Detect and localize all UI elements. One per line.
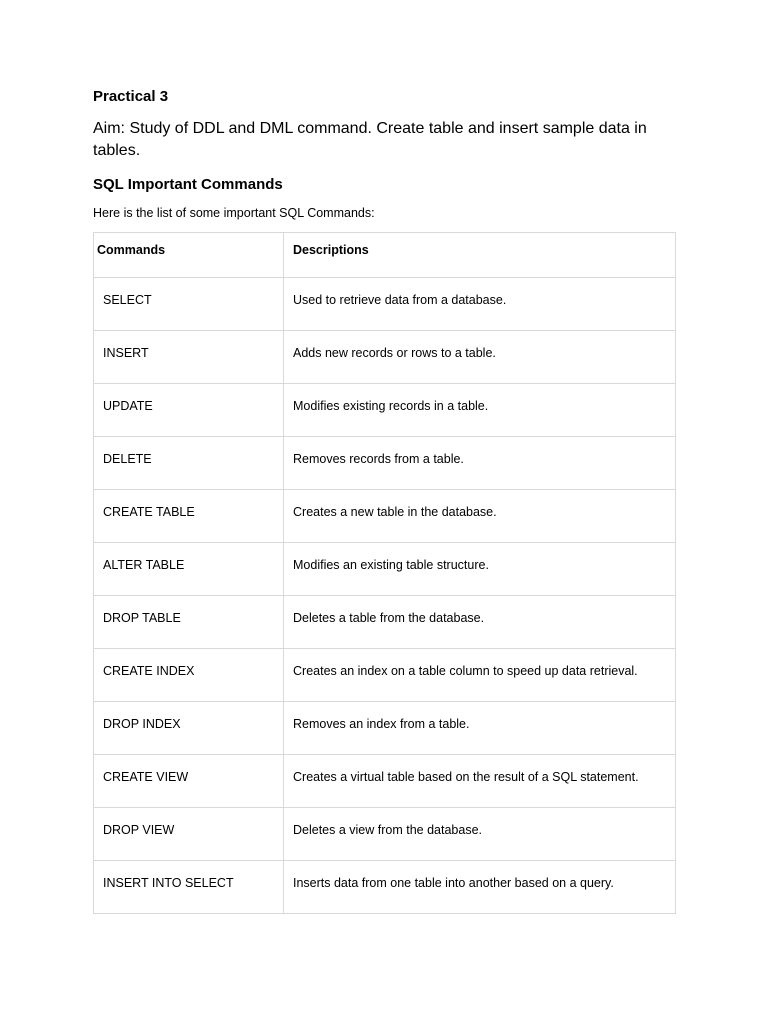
description-cell: Adds new records or rows to a table. [284,331,676,384]
document-page [93,86,675,914]
intro-text: Here is the list of some important SQL Commands: [93,206,375,220]
command-cell: CREATE VIEW [94,755,284,808]
table-row [94,596,676,649]
table-row [94,278,676,331]
command-cell: DROP INDEX [94,702,284,755]
table-row [94,808,676,861]
section-heading: SQL Important Commands [93,176,283,193]
description-cell: Modifies existing records in a table. [284,384,676,437]
table-row [94,649,676,702]
table-header-row [94,233,676,278]
description-cell: Modifies an existing table structure. [284,543,676,596]
description-cell: Removes an index from a table. [284,702,676,755]
command-cell: CREATE TABLE [94,490,284,543]
description-cell: Creates a virtual table based on the result of a SQL statement. [284,755,676,808]
description-cell: Deletes a view from the database. [284,808,676,861]
command-cell: DROP TABLE [94,596,284,649]
table-row [94,755,676,808]
command-cell: UPDATE [94,384,284,437]
command-cell: SELECT [94,278,284,331]
table-row [94,861,676,914]
aim-text: Aim: Study of DDL and DML command. Create table and insert sample data in tables. [93,120,647,159]
description-cell: Creates a new table in the database. [284,490,676,543]
description-cell: Inserts data from one table into another based on a query. [284,861,676,914]
header-descriptions: Descriptions [284,233,676,278]
description-cell: Removes records from a table. [284,437,676,490]
description-cell: Deletes a table from the database. [284,596,676,649]
command-cell: CREATE INDEX [94,649,284,702]
command-cell: INSERT [94,331,284,384]
table-row [94,437,676,490]
command-cell: ALTER TABLE [94,543,284,596]
table-row [94,331,676,384]
description-cell: Creates an index on a table column to speed up data retrieval. [284,649,676,702]
table-row [94,543,676,596]
description-cell: Used to retrieve data from a database. [284,278,676,331]
table-row [94,702,676,755]
command-cell: DROP VIEW [94,808,284,861]
header-commands: Commands [94,233,284,278]
commands-table [93,232,676,914]
command-cell: DELETE [94,437,284,490]
document-title: Practical 3 [93,88,169,105]
table-row [94,384,676,437]
command-cell: INSERT INTO SELECT [94,861,284,914]
table-row [94,490,676,543]
